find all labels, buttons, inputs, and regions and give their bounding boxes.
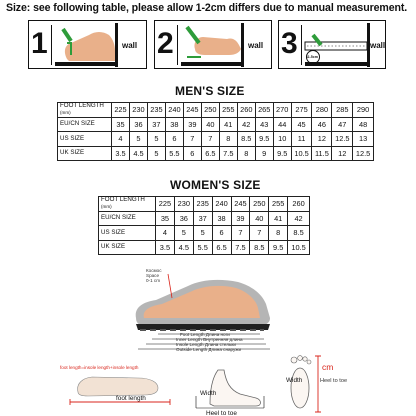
size-cell: 10.5 <box>291 146 312 161</box>
table-row <box>99 197 310 212</box>
size-cell: 7 <box>183 132 201 147</box>
size-cell: 8 <box>237 146 255 161</box>
size-cell: 43 <box>255 117 273 132</box>
header-unit: (mm) <box>60 109 71 115</box>
womens-size-title: WOMEN'S SIZE <box>170 178 261 192</box>
step-number: 1 <box>31 27 48 60</box>
red-note: foot length=insole length+insole length <box>60 365 139 370</box>
size-cell: 5 <box>129 132 147 147</box>
outside-length-label: Outside Length Длина снаружи <box>176 347 242 352</box>
foot-length-cell: 270 <box>273 103 291 118</box>
inner-length-label: Inner Length Внутренняя длина <box>176 337 243 342</box>
header-label: FOOT LENGTH <box>101 196 145 204</box>
step-2-box <box>154 20 272 69</box>
womens-size-table <box>98 196 310 255</box>
width-label-right: Width <box>286 377 303 384</box>
foot-length-cell: 260 <box>237 103 255 118</box>
row-header: EU/CN SIZE <box>99 211 156 226</box>
foot-length-cell: 235 <box>193 197 212 212</box>
foot-length-label: foot length <box>116 395 146 402</box>
wall-label: wall <box>370 41 386 50</box>
foot-length-cell: 240 <box>212 197 231 212</box>
row-header: US SIZE <box>58 132 112 147</box>
size-cell: 6 <box>183 146 201 161</box>
wall-label: wall <box>122 41 138 50</box>
size-cell: 3.5 <box>156 240 175 255</box>
row-header: UK SIZE <box>58 146 112 161</box>
table-row <box>58 146 374 161</box>
size-cell: 8 <box>219 132 237 147</box>
size-cell: 9.5 <box>269 240 288 255</box>
size-cell: 12 <box>312 132 332 147</box>
foot-length-cell: 240 <box>165 103 183 118</box>
table-row <box>58 103 374 118</box>
size-cell: 8 <box>269 226 288 241</box>
size-cell: 7 <box>231 226 250 241</box>
size-cell: 9.5 <box>255 132 273 147</box>
foot-length-cell: 290 <box>353 103 374 118</box>
row-header: US SIZE <box>99 226 156 241</box>
size-cell: 44 <box>273 117 291 132</box>
size-cell: 7 <box>201 132 219 147</box>
size-cell: 10 <box>273 132 291 147</box>
shoe-cross-section <box>128 268 288 356</box>
size-cell: 35 <box>156 211 175 226</box>
size-cell: 12.5 <box>332 132 353 147</box>
size-cell: 35 <box>112 117 130 132</box>
size-cell: 11.5 <box>312 146 332 161</box>
wall-label: wall <box>248 41 264 50</box>
size-cell: 6 <box>165 132 183 147</box>
space-label: Космос Space 0-1 cm <box>146 268 162 283</box>
foot-length-cell: 280 <box>312 103 332 118</box>
size-cell: 4 <box>156 226 175 241</box>
foot-length-cell: 285 <box>332 103 353 118</box>
foot-length-cell: 230 <box>174 197 193 212</box>
size-cell: 4.5 <box>174 240 193 255</box>
foot-length-cell: 255 <box>269 197 288 212</box>
row-header: UK SIZE <box>99 240 156 255</box>
header-unit: (mm) <box>101 203 112 209</box>
foot-length-cell: 260 <box>288 197 310 212</box>
mens-size-title: MEN'S SIZE <box>175 84 245 98</box>
size-cell: 41 <box>269 211 288 226</box>
size-cell: 40 <box>201 117 219 132</box>
step-number: 3 <box>281 27 298 60</box>
size-cell: 38 <box>212 211 231 226</box>
foot-length-cell: 235 <box>147 103 165 118</box>
foot-length-cell: 255 <box>219 103 237 118</box>
table-row <box>99 211 310 226</box>
size-cell: 37 <box>193 211 212 226</box>
ruler-label: 11.5cm <box>306 55 318 59</box>
size-cell: 3.5 <box>112 146 130 161</box>
size-cell: 37 <box>147 117 165 132</box>
size-cell: 6.5 <box>201 146 219 161</box>
row-header <box>58 103 112 118</box>
foot-length-cell: 225 <box>112 103 130 118</box>
table-row <box>58 132 374 147</box>
size-cell: 48 <box>353 117 374 132</box>
size-cell: 4 <box>112 132 130 147</box>
row-header: EU/CN SIZE <box>58 117 112 132</box>
width-label: Width <box>200 390 217 397</box>
size-cell: 5 <box>193 226 212 241</box>
size-cell: 5.5 <box>165 146 183 161</box>
table-row <box>58 117 374 132</box>
size-cell: 7 <box>250 226 269 241</box>
foot-length-cell: 225 <box>156 197 175 212</box>
size-cell: 5 <box>147 146 165 161</box>
size-cell: 6.5 <box>212 240 231 255</box>
headline: Size: see following table, please allow 1-2cm differs due to manual measurement. <box>6 2 408 14</box>
foot-length-cell: 230 <box>129 103 147 118</box>
step-3-box <box>278 20 386 69</box>
size-cell: 7.5 <box>231 240 250 255</box>
mens-size-table <box>57 102 374 161</box>
size-cell: 5 <box>174 226 193 241</box>
footprint-illustration <box>282 352 352 414</box>
size-cell: 12.5 <box>353 146 374 161</box>
foot-length-cell: 275 <box>291 103 312 118</box>
header-label: FOOT LENGTH <box>60 102 104 110</box>
size-cell: 36 <box>129 117 147 132</box>
foot-side-measure-illustration <box>190 360 270 416</box>
size-cell: 9 <box>255 146 273 161</box>
foot-length-illustration <box>58 362 178 412</box>
size-cell: 6 <box>212 226 231 241</box>
size-cell: 47 <box>332 117 353 132</box>
size-cell: 41 <box>219 117 237 132</box>
foot-length-cell: 245 <box>231 197 250 212</box>
size-cell: 8.5 <box>250 240 269 255</box>
insole-length-label: Insole Length Длина стельки <box>176 342 236 347</box>
size-cell: 10.5 <box>288 240 310 255</box>
step-1-box <box>28 20 147 69</box>
foot-length-cell: 250 <box>201 103 219 118</box>
table-row <box>99 240 310 255</box>
heel-to-toe-label: Heel to toe <box>206 410 237 416</box>
size-cell: 39 <box>183 117 201 132</box>
size-cell: 13 <box>353 132 374 147</box>
size-cell: 36 <box>174 211 193 226</box>
heel-to-toe-right: Heel to toe <box>320 378 348 384</box>
cm-label: cm <box>322 362 334 372</box>
size-cell: 8.5 <box>288 226 310 241</box>
foot-length-cell: 265 <box>255 103 273 118</box>
size-cell: 11 <box>291 132 312 147</box>
size-cell: 45 <box>291 117 312 132</box>
size-cell: 12 <box>332 146 353 161</box>
foot-length-cell: 250 <box>250 197 269 212</box>
size-cell: 46 <box>312 117 332 132</box>
foot-length-cell: 245 <box>183 103 201 118</box>
size-cell: 4.5 <box>129 146 147 161</box>
step-number: 2 <box>157 27 174 60</box>
table-row <box>99 226 310 241</box>
size-cell: 38 <box>165 117 183 132</box>
size-cell: 42 <box>237 117 255 132</box>
size-cell: 42 <box>288 211 310 226</box>
size-cell: 9.5 <box>273 146 291 161</box>
foot-length-label: Foot Length Длина ноги <box>180 332 230 337</box>
size-cell: 5 <box>147 132 165 147</box>
row-header <box>99 197 156 212</box>
size-cell: 39 <box>231 211 250 226</box>
size-cell: 8.5 <box>237 132 255 147</box>
size-cell: 7.5 <box>219 146 237 161</box>
size-cell: 5.5 <box>193 240 212 255</box>
size-cell: 40 <box>250 211 269 226</box>
